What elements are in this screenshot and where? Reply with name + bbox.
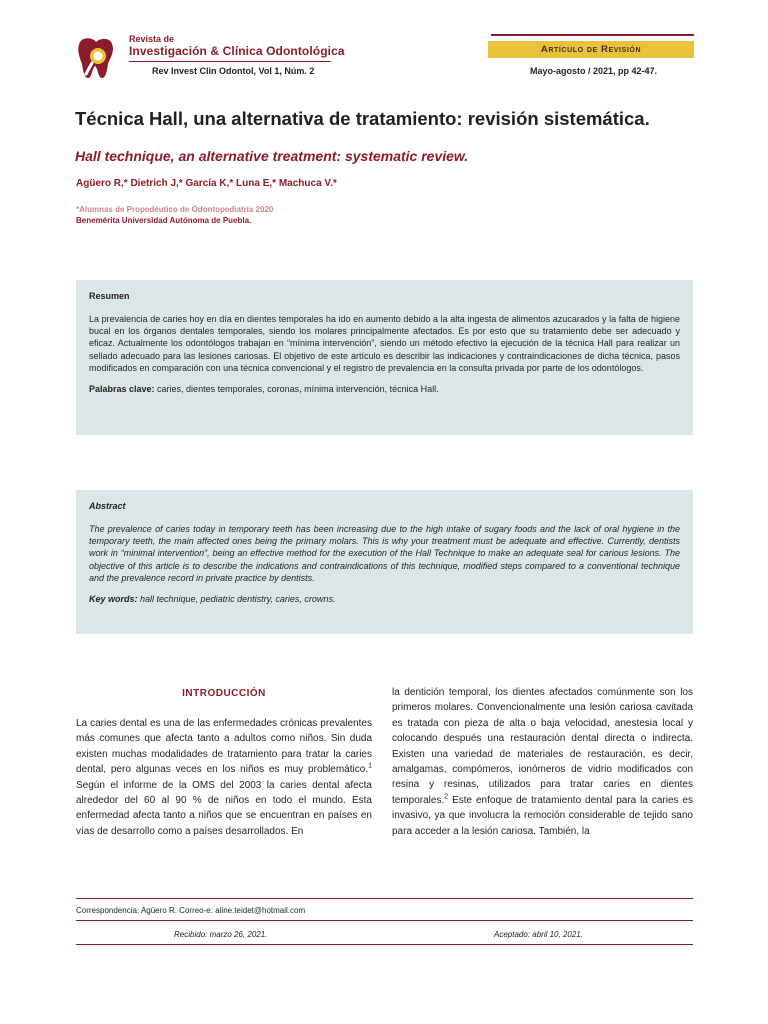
body-column-right xyxy=(392,685,693,839)
tooth-logo-icon xyxy=(74,36,116,80)
article-type-badge: Artículo de Revisión xyxy=(488,41,694,58)
affiliation-line-2: Benemérita Universidad Autónoma de Puebla. xyxy=(76,216,252,225)
abstract-box xyxy=(76,490,693,634)
body-right-text-1: la dentición temporal, los dientes afectados comúnmente son los primeros molares. Convencionalmente una lesión cariosa cavitada es tratada con pieza de alta o baja velocidad, anestesia local y colocando después una restauración dental directa o indirecta. Existen una variedad de materiales de restauración, es decir, amalgamas, compómeros, ionómeros de vidrio modificados con resina y resinas, utilizados para tratar caries en dientes temporales. xyxy=(392,687,693,806)
correspondence-label: Correspondencia: xyxy=(76,906,140,915)
footer-rule-bottom xyxy=(76,944,693,945)
body-column-left xyxy=(76,716,372,839)
received-date: Recibido: marzo 26, 2021. xyxy=(174,930,268,939)
abstract-keywords-values: hall technique, pediatric dentistry, caries, crowns. xyxy=(137,594,336,605)
correspondence-value: Agüero R. Correo-e: aline.teidet@hotmail.com xyxy=(139,906,306,915)
reference-2: 2 xyxy=(444,793,449,801)
body-left-text-1: La caries dental es una de las enfermedades crónicas prevalentes más comunes que afecta tanto a adultos como niños. Sin duda existen muchas modalidades de tratamiento para tratar la caries dental, pero algunas veces en los niños es muy problemático. xyxy=(76,718,372,776)
article-title: Técnica Hall, una alternativa de tratamiento: revisión sistemática. xyxy=(75,108,650,129)
abstract-heading: Abstract xyxy=(89,501,126,511)
journal-rule xyxy=(129,61,331,62)
journal-prefix: Revista de xyxy=(129,34,175,44)
accepted-date: Aceptado: abril 10, 2021. xyxy=(494,930,583,939)
resumen-text: La prevalencia de caries hoy en día en dientes temporales ha ido en aumento debido a la alta ingesta de alimentos azucarados y la falta de higiene bucal en los órganos dentales temporales, siendo los molares principalmente afectados. Es por esto que su tratamiento debe ser adecuado y eficaz. Actualmente los odontólogos trabajan en “mínima intervención”, siendo un método efectivo la ejecución de la técnica Hall para realizar un sellado adecuado para las lesiones cariosas. El objetivo de este artículo es describir las indicaciones y contraindicaciones de dicha técnica, pasos modificados en comparación con una técnica convencional y el registro de prevalencia en la consulta privada por parte de los odontólogos. xyxy=(89,314,680,373)
abstract-keywords-label: Key words: xyxy=(89,594,138,605)
author-list: Agüero R,* Dietrich J,* García K,* Luna E,* Machuca V.* xyxy=(76,178,337,189)
reference-1: 1 xyxy=(368,762,372,770)
body-right-text-2: Este enfoque de tratamiento dental para la caries es invasivo, ya que involucra la remoción considerable de tejido sano para acceder a la lesión cariosa. También, la xyxy=(392,794,693,837)
footer-rule-top xyxy=(76,898,693,899)
journal-citation: Rev Invest Clin Odontol, Vol 1, Núm. 2 xyxy=(152,66,315,76)
badge-rule xyxy=(491,34,694,36)
body-left-text-2: Según el informe de la OMS del 2003 la caries dental afecta alrededor del 60 al 90 % de niños en todo el mundo. Esta enfermedad afecta tanto a niños que se encuentran en países en vías de desarrollo como a países desarrollados. En xyxy=(76,779,372,837)
section-heading-introduccion: INTRODUCCIÓN xyxy=(182,688,266,699)
resumen-heading: Resumen xyxy=(89,291,130,301)
issue-info: Mayo-agosto / 2021, pp 42-47. xyxy=(530,66,658,76)
resumen-box xyxy=(76,280,693,435)
resumen-keywords xyxy=(89,383,680,395)
abstract-text: The prevalence of caries today in temporary teeth has been increasing due to the high intake of sugary foods and the lack of oral hygiene in the temporary teeth, the main affected ones being the primary molars. This is why your treatment must be adequate and effective. Currently, dentists work in “minimal intervention”, being an effective method for the execution of the Hall Technique to make an adequate seal for carious lesions. The objective of this article is to describe the indications and contraindications of this technique, modified steps compared to a conventional technique and the prevalence record in private practice by dentists. xyxy=(89,524,680,583)
abstract-keywords xyxy=(89,593,680,605)
resumen-keywords-values: caries, dientes temporales, coronas, mínima intervención, técnica Hall. xyxy=(154,384,439,395)
article-subtitle: Hall technique, an alternative treatment: systematic review. xyxy=(75,148,469,164)
affiliation-line-1: *Alumnas de Propedéutico de Odontopediatría 2020 xyxy=(76,205,274,214)
resumen-keywords-label: Palabras clave: xyxy=(89,384,155,395)
correspondence xyxy=(76,906,305,915)
footer-rule-mid xyxy=(76,920,693,921)
journal-name: Investigación & Clínica Odontológica xyxy=(129,44,345,58)
